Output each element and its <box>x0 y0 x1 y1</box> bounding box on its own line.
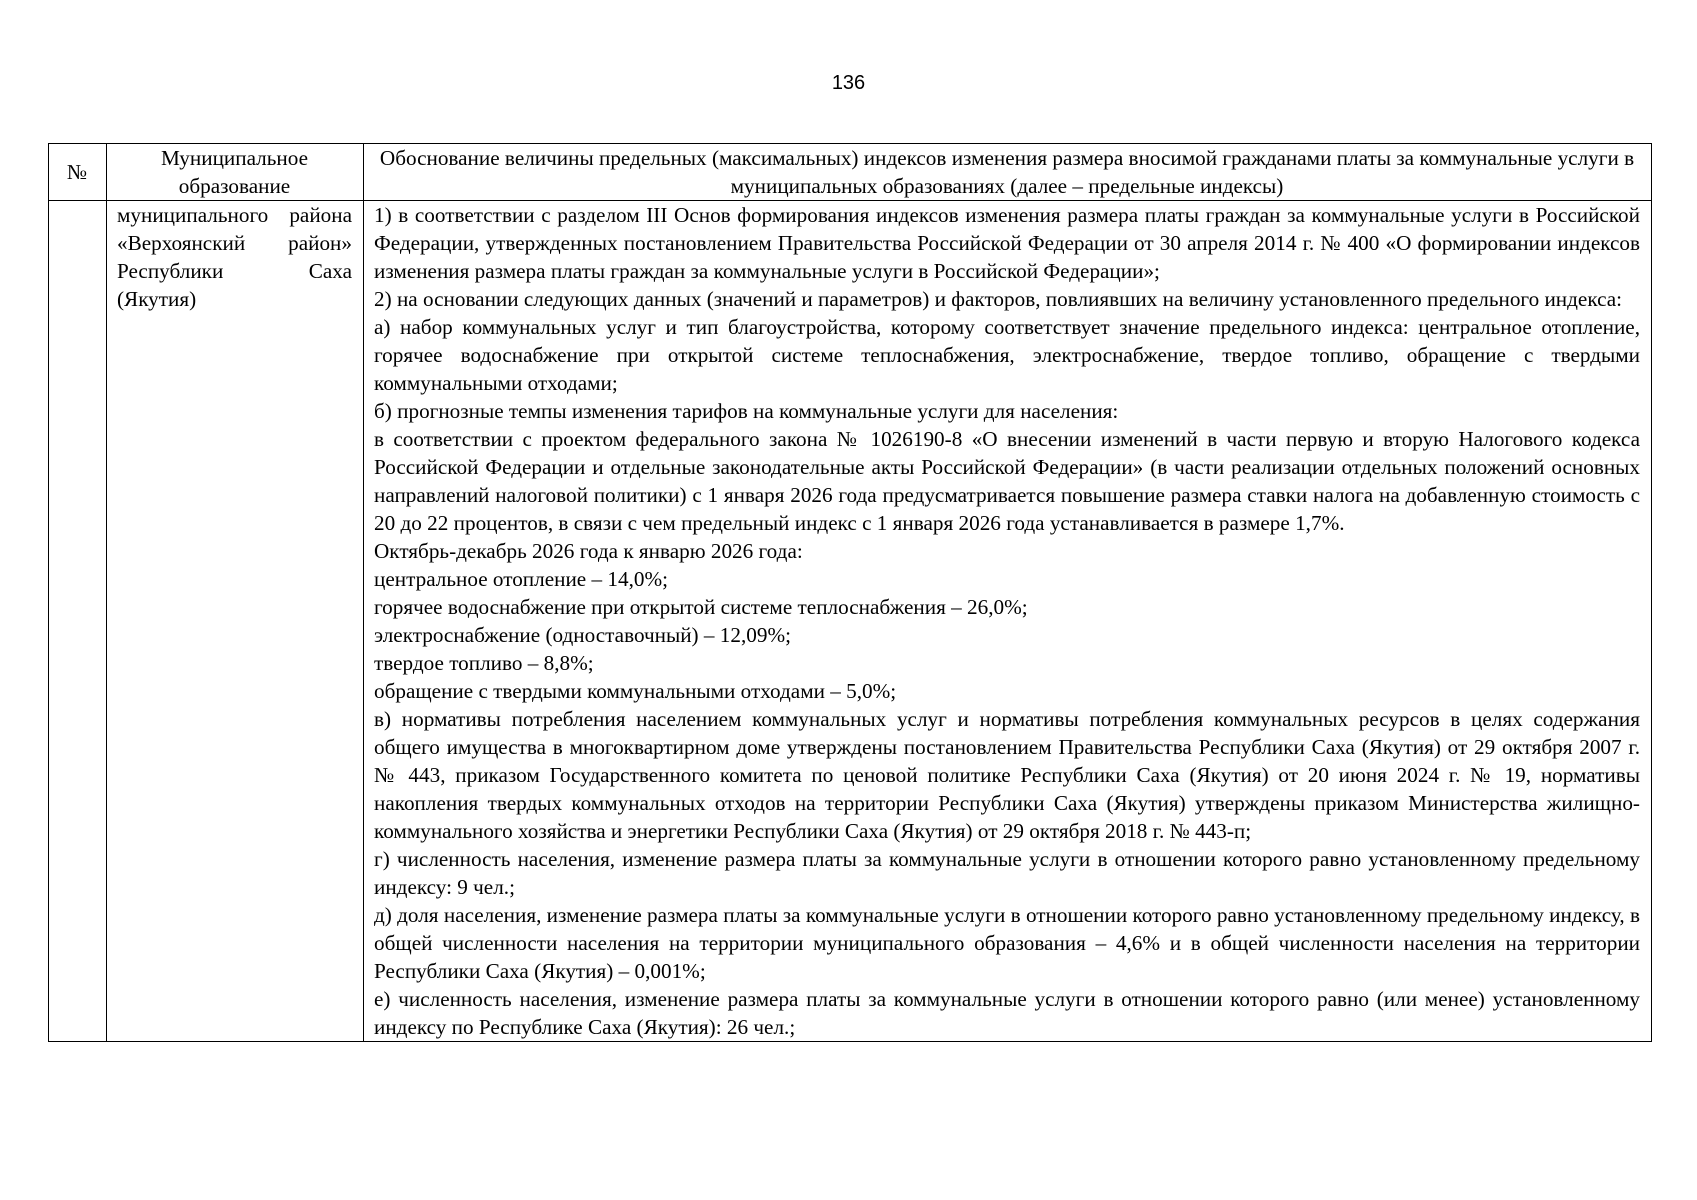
paragraph: электроснабжение (одноставочный) – 12,09%; <box>374 623 792 647</box>
paragraph: твердое топливо – 8,8%; <box>374 651 594 675</box>
paragraph: 2) на основании следующих данных (значений и параметров) и факторов, повлиявших на величину установленного предельного индекса: <box>374 287 1623 311</box>
paragraph: б) прогнозные темпы изменения тарифов на коммунальные услуги для населения: <box>374 399 1119 423</box>
page-number: 136 <box>831 72 866 94</box>
paragraph: центральное отопление – 14,0%; <box>374 567 668 591</box>
paragraph: 1) в соответствии с разделом III Основ формирования индексов изменения размера платы граждан за коммунальные услуги в Российской Федерации, утвержденных постановлением Правительства Российской Федерации от 30 апреля 2014 г. № 400 «О формировании индексов изменения размера платы граждан за коммунальные услуги в Российской Федерации»; <box>374 203 1640 283</box>
paragraph: горячее водоснабжение при открытой системе теплоснабжения – 26,0%; <box>374 595 1028 619</box>
paragraph: д) доля населения, изменение размера платы за коммунальные услуги в отношении которого равно установленному предельному индексу, в общей численности населения на территории муниципального образования – 4,6% и в общей численности населения на территории Республики Саха (Якутия) – 0,001%; <box>374 903 1640 983</box>
paragraph: е) численность населения, изменение размера платы за коммунальные услуги в отношении которого равно (или менее) установленному индексу по Республике Саха (Якутия): 26 чел.; <box>374 987 1640 1039</box>
table-header-row <box>49 144 1652 201</box>
paragraph: г) численность населения, изменение размера платы за коммунальные услуги в отношении которого равно установленному предельному индексу: 9 чел.; <box>374 847 1640 899</box>
header-municipality: Муниципальное образование <box>107 144 364 201</box>
cell-municipality: муниципального района «Верхоянский район» Республики Саха (Якутия) <box>107 201 364 1042</box>
paragraph: Октябрь-декабрь 2026 года к январю 2026 года: <box>374 539 803 563</box>
paragraph: обращение с твердыми коммунальными отходами – 5,0%; <box>374 679 897 703</box>
header-number: № <box>49 144 107 201</box>
table-row <box>49 201 1652 1042</box>
paragraph: в) нормативы потребления населением коммунальных услуг и нормативы потребления коммунальных ресурсов в целях содержания общего имущества в многоквартирном доме утверждены постановлением Правительства Республики Саха (Якутия) от 29 октября 2007 г. № 443, приказом Государственного комитета по ценовой политике Республики Саха (Якутия) от 20 июня 2024 г. № 19, нормативы накопления твердых коммунальных отходов на территории Республики Саха (Якутия) утверждены приказом Министерства жилищно-коммунального хозяйства и энергетики Республики Саха (Якутия) от 29 октября 2018 г. № 443-п; <box>374 707 1640 843</box>
header-justification: Обоснование величины предельных (максимальных) индексов изменения размера вносимой гражданами платы за коммунальные услуги в муниципальных образованиях (далее – предельные индексы) <box>364 144 1652 201</box>
cell-number <box>49 201 107 1042</box>
tariff-index-table <box>48 143 1652 1042</box>
paragraph: в соответствии с проектом федерального закона № 1026190-8 «О внесении изменений в части первую и вторую Налогового кодекса Российской Федерации и отдельные законодательные акты Российской Федерации» (в части реализации отдельных положений основных направлений налоговой политики) с 1 января 2026 года предусматривается повышение размера ставки налога на добавленную стоимость с 20 до 22 процентов, в связи с чем предельный индекс с 1 января 2026 года устанавливается в размере 1,7%. <box>374 427 1640 535</box>
paragraph: а) набор коммунальных услуг и тип благоустройства, которому соответствует значение предельного индекса: центральное отопление, горячее водоснабжение при открытой системе теплоснабжения, электроснабжение, твердое топливо, обращение с твердыми коммунальными отходами; <box>374 315 1640 395</box>
cell-justification <box>364 201 1652 1042</box>
